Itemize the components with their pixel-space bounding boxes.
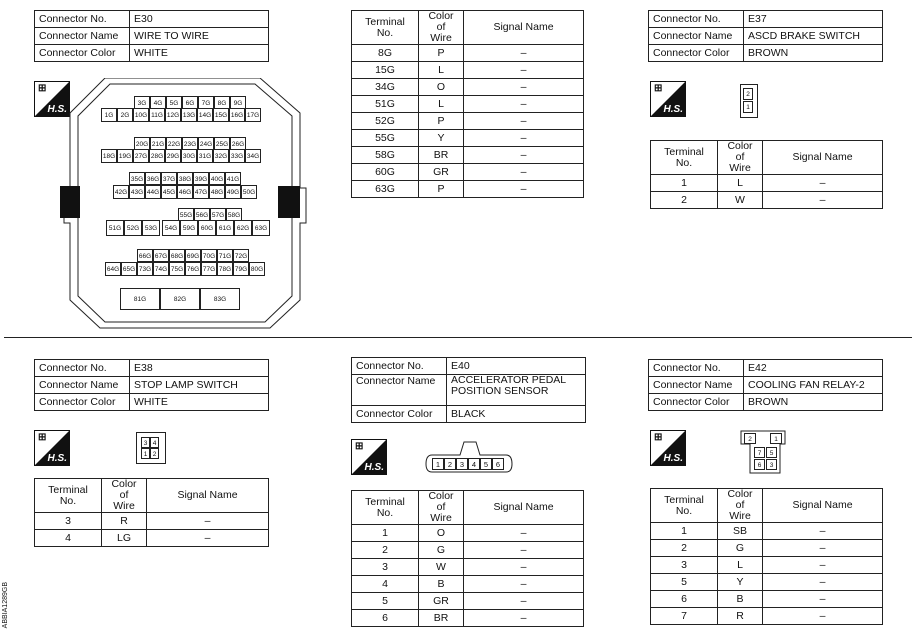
terminal-no: 63G (352, 181, 419, 198)
wire-color: BR (419, 147, 464, 164)
e30-pin: 28G (149, 149, 165, 163)
e42-pin: 1 (770, 433, 782, 444)
e30-pin: 10G (133, 108, 149, 122)
wire-color: Y (718, 574, 763, 591)
e30-pin: 53G (142, 220, 160, 236)
label-connector-name: Connector Name (649, 377, 744, 394)
e30-pin: 18G (101, 149, 117, 163)
signal-name: – (763, 591, 883, 608)
e30-pin: 34G (245, 149, 261, 163)
wire-color: GR (419, 164, 464, 181)
label-connector-no: Connector No. (649, 360, 744, 377)
signal-name: – (464, 559, 584, 576)
hs-label: H.S. (663, 453, 683, 464)
header-terminal-no: Terminal No. (651, 141, 718, 175)
table-row (352, 96, 584, 113)
table-row (35, 513, 269, 530)
header-color-of-wire (718, 141, 763, 175)
e30-pin: 62G (234, 220, 252, 236)
terminal-no: 52G (352, 113, 419, 130)
signal-name: – (464, 96, 584, 113)
table-row (352, 164, 584, 181)
header-color-line2: Wire (430, 32, 452, 44)
e30-pin: 3G (134, 96, 150, 110)
e38-pin: 3 (141, 437, 150, 448)
table-row (352, 559, 584, 576)
table-row (651, 591, 883, 608)
e30-pin: 77G (201, 262, 217, 276)
e30-connector-name: WIRE TO WIRE (130, 28, 269, 45)
latch-left (60, 186, 80, 218)
e30-pin: 56G (194, 208, 210, 221)
e37-terminal-table (650, 140, 883, 209)
e40-pin: 2 (444, 458, 456, 470)
e40-pin: 4 (468, 458, 480, 470)
e42-pin: 7 (754, 447, 765, 458)
wire-color: R (718, 608, 763, 625)
e30-pin: 9G (230, 96, 246, 110)
e38-connector-no: E38 (130, 360, 269, 377)
e40-connector-no: E40 (447, 358, 586, 375)
signal-name: – (763, 175, 883, 192)
e30-connector-color: WHITE (130, 45, 269, 62)
e30-pin: 33G (229, 149, 245, 163)
e30-connector-no: E30 (130, 11, 269, 28)
e30-pin: 80G (249, 262, 265, 276)
figure-code: ABBIA1289GB (2, 582, 9, 629)
table-row (352, 62, 584, 79)
e42-pin: 6 (754, 459, 765, 470)
wire-color: SB (718, 523, 763, 540)
signal-name: – (763, 523, 883, 540)
e30-pin: 42G (113, 185, 129, 199)
table-row (352, 525, 584, 542)
e30-pin: 48G (209, 185, 225, 199)
e30-pin: 50G (241, 185, 257, 199)
table-row (35, 530, 269, 547)
header-color-line2: Wire (430, 512, 452, 524)
e30-pin: 78G (217, 262, 233, 276)
signal-name: – (464, 542, 584, 559)
label-connector-no: Connector No. (35, 360, 130, 377)
e40-terminal-table (351, 490, 584, 627)
terminal-no: 58G (352, 147, 419, 164)
e30-pin: 57G (210, 208, 226, 221)
signal-name: – (464, 164, 584, 181)
signal-name: – (763, 192, 883, 209)
hs-label: H.S. (663, 104, 683, 115)
e30-pin: 29G (165, 149, 181, 163)
wire-color: G (718, 540, 763, 557)
header-signal-name: Signal Name (464, 491, 584, 525)
header-color-of-wire (419, 491, 464, 525)
e30-pin: 74G (153, 262, 169, 276)
header-signal-name: Signal Name (464, 11, 584, 45)
connector-glyph-icon: ⊞ (654, 83, 663, 94)
e30-pin: 1G (101, 108, 117, 122)
e40-connector-info (351, 357, 586, 423)
e30-pin: 39G (193, 172, 209, 185)
terminal-no: 2 (651, 192, 718, 209)
e30-pin: 17G (245, 108, 261, 122)
e42-connector-face (740, 430, 786, 474)
e30-pin: 45G (161, 185, 177, 199)
e30-pin: 37G (161, 172, 177, 185)
e30-pin: 73G (137, 262, 153, 276)
wire-color: R (102, 513, 147, 530)
signal-name: – (464, 610, 584, 627)
e30-pin: 52G (124, 220, 142, 236)
e30-pin: 67G (153, 249, 169, 262)
wire-color: Y (419, 130, 464, 147)
signal-name: – (464, 576, 584, 593)
e30-pin: 76G (185, 262, 201, 276)
e38-connector-face (136, 432, 166, 464)
e38-connector-name: STOP LAMP SWITCH (130, 377, 269, 394)
e38-terminal-table (34, 478, 269, 547)
signal-name: – (464, 62, 584, 79)
e30-pin: 44G (145, 185, 161, 199)
signal-name: – (763, 557, 883, 574)
e30-pin: 69G (185, 249, 201, 262)
e30-pin: 31G (197, 149, 213, 163)
e30-pin: 22G (166, 137, 182, 150)
e37-connector-info (648, 10, 883, 62)
table-row (352, 79, 584, 96)
header-terminal-no: Terminal No. (651, 489, 718, 523)
wire-color: L (419, 62, 464, 79)
terminal-no: 1 (651, 175, 718, 192)
table-row (352, 181, 584, 198)
table-row (352, 130, 584, 147)
signal-name: – (147, 530, 269, 547)
e30-pin: 64G (105, 262, 121, 276)
terminal-no: 8G (352, 45, 419, 62)
header-color-line2: Wire (729, 162, 751, 174)
e30-pin: 27G (133, 149, 149, 163)
e30-pin: 11G (149, 108, 165, 122)
terminal-no: 1 (651, 523, 718, 540)
terminal-no: 5 (352, 593, 419, 610)
label-connector-color: Connector Color (352, 406, 447, 423)
e30-pin: 14G (197, 108, 213, 122)
section-divider (4, 337, 912, 338)
wire-color: L (419, 96, 464, 113)
e30-pin: 83G (200, 288, 240, 310)
e30-pin: 25G (214, 137, 230, 150)
label-connector-name: Connector Name (649, 28, 744, 45)
e42-connector-info (648, 359, 883, 411)
terminal-no: 6 (651, 591, 718, 608)
signal-name: – (763, 608, 883, 625)
e40-connector-color: BLACK (447, 406, 586, 423)
e30-pin: 38G (177, 172, 193, 185)
e38-connector-color: WHITE (130, 394, 269, 411)
connector-glyph-icon: ⊞ (654, 432, 663, 443)
harness-side-icon (351, 439, 387, 475)
header-terminal-no: Terminal No. (35, 479, 102, 513)
table-row (352, 113, 584, 130)
connector-glyph-icon: ⊞ (38, 432, 47, 443)
label-connector-color: Connector Color (649, 394, 744, 411)
e37-connector-face (740, 84, 758, 118)
signal-name: – (464, 113, 584, 130)
signal-name: – (464, 525, 584, 542)
label-connector-color: Connector Color (649, 45, 744, 62)
e30-pin: 49G (225, 185, 241, 199)
e30-pin: 13G (181, 108, 197, 122)
label-connector-name: Connector Name (35, 28, 130, 45)
label-connector-name: Connector Name (35, 377, 130, 394)
header-color-line1: Color of (727, 140, 753, 163)
terminal-no: 51G (352, 96, 419, 113)
e30-pin: 71G (217, 249, 233, 262)
table-row (651, 523, 883, 540)
wire-color: P (419, 181, 464, 198)
e42-pin: 3 (766, 459, 777, 470)
e42-pin: 5 (766, 447, 777, 458)
signal-name: – (763, 574, 883, 591)
header-color-line2: Wire (113, 500, 135, 512)
terminal-no: 2 (352, 542, 419, 559)
e38-connector-info (34, 359, 269, 411)
e30-pin: 54G (162, 220, 180, 236)
e30-pin: 51G (106, 220, 124, 236)
e30-pin: 81G (120, 288, 160, 310)
e30-pin: 65G (121, 262, 137, 276)
e30-pin: 68G (169, 249, 185, 262)
header-color-of-wire (102, 479, 147, 513)
table-row (352, 147, 584, 164)
wire-color: GR (419, 593, 464, 610)
table-row (651, 192, 883, 209)
e30-pin: 70G (201, 249, 217, 262)
e30-pin: 59G (180, 220, 198, 236)
e38-pin: 1 (141, 448, 150, 459)
hs-label: H.S. (364, 462, 384, 473)
wire-color: W (419, 559, 464, 576)
header-color-line1: Color of (428, 10, 454, 33)
label-connector-no: Connector No. (352, 358, 447, 375)
label-connector-no: Connector No. (649, 11, 744, 28)
header-color-line1: Color of (111, 478, 137, 501)
e42-connector-color: BROWN (744, 394, 883, 411)
e42-connector-name: COOLING FAN RELAY-2 (744, 377, 883, 394)
e30-pin: 6G (182, 96, 198, 110)
table-row (651, 175, 883, 192)
header-signal-name: Signal Name (147, 479, 269, 513)
e30-pin: 47G (193, 185, 209, 199)
e42-connector-no: E42 (744, 360, 883, 377)
e40-pin: 1 (432, 458, 444, 470)
e30-pin: 55G (178, 208, 194, 221)
terminal-no: 3 (651, 557, 718, 574)
table-row (352, 576, 584, 593)
wire-color: L (718, 557, 763, 574)
e40-pin: 5 (480, 458, 492, 470)
table-row (352, 542, 584, 559)
connector-glyph-icon: ⊞ (355, 441, 364, 452)
signal-name: – (464, 593, 584, 610)
header-terminal-no: Terminal No. (352, 491, 419, 525)
signal-name: – (464, 79, 584, 96)
e40-connector-name: ACCELERATOR PEDAL POSITION SENSOR (447, 375, 586, 406)
e37-connector-name: ASCD BRAKE SWITCH (744, 28, 883, 45)
wire-color: B (419, 576, 464, 593)
e30-pin: 35G (129, 172, 145, 185)
e30-pin: 79G (233, 262, 249, 276)
e30-pin: 8G (214, 96, 230, 110)
table-row (651, 540, 883, 557)
terminal-no: 34G (352, 79, 419, 96)
e30-pin: 4G (150, 96, 166, 110)
wire-color: P (419, 113, 464, 130)
terminal-no: 3 (35, 513, 102, 530)
wire-color: W (718, 192, 763, 209)
signal-name: – (464, 181, 584, 198)
e30-pin: 24G (198, 137, 214, 150)
wire-color: B (718, 591, 763, 608)
e30-pin: 46G (177, 185, 193, 199)
terminal-no: 2 (651, 540, 718, 557)
label-connector-name: Connector Name (352, 375, 447, 406)
e30-pin: 16G (229, 108, 245, 122)
e30-pin: 23G (182, 137, 198, 150)
table-row (651, 557, 883, 574)
terminal-no: 6 (352, 610, 419, 627)
label-connector-color: Connector Color (35, 45, 130, 62)
terminal-no: 4 (352, 576, 419, 593)
e42-pin: 2 (744, 433, 756, 444)
header-color-line2: Wire (729, 510, 751, 522)
terminal-no: 3 (352, 559, 419, 576)
signal-name: – (763, 540, 883, 557)
header-color-line1: Color of (727, 488, 753, 511)
harness-side-icon (650, 81, 686, 117)
label-connector-color: Connector Color (35, 394, 130, 411)
e30-pin: 60G (198, 220, 216, 236)
e30-pin: 26G (230, 137, 246, 150)
e30-pin: 21G (150, 137, 166, 150)
terminal-no: 4 (35, 530, 102, 547)
e40-pin: 6 (492, 458, 504, 470)
e30-pin: 32G (213, 149, 229, 163)
signal-name: – (147, 513, 269, 530)
e30-pin: 63G (252, 220, 270, 236)
terminal-no: 7 (651, 608, 718, 625)
e30-pin: 41G (225, 172, 241, 185)
harness-side-icon (650, 430, 686, 466)
e30-pin: 75G (169, 262, 185, 276)
wire-color: L (718, 175, 763, 192)
table-row (352, 45, 584, 62)
e40-pin: 3 (456, 458, 468, 470)
header-color-of-wire (419, 11, 464, 45)
signal-name: – (464, 130, 584, 147)
e37-connector-no: E37 (744, 11, 883, 28)
e30-pin: 30G (181, 149, 197, 163)
e42-terminal-table (650, 488, 883, 625)
e37-pin: 2 (743, 88, 753, 100)
e40-connector-face (424, 440, 514, 474)
table-row (651, 608, 883, 625)
table-row (651, 574, 883, 591)
e37-connector-color: BROWN (744, 45, 883, 62)
latch-right (278, 186, 300, 218)
table-row (352, 610, 584, 627)
e30-pin: 36G (145, 172, 161, 185)
e30-pin: 12G (165, 108, 181, 122)
e30-pin: 43G (129, 185, 145, 199)
wire-color: P (419, 45, 464, 62)
e30-pin: 82G (160, 288, 200, 310)
label-connector-no: Connector No. (35, 11, 130, 28)
header-color-line1: Color of (428, 490, 454, 513)
terminal-no: 55G (352, 130, 419, 147)
e30-pin: 61G (216, 220, 234, 236)
wire-color: BR (419, 610, 464, 627)
signal-name: – (464, 147, 584, 164)
e38-pin: 2 (150, 448, 159, 459)
terminal-no: 60G (352, 164, 419, 181)
e30-pin: 2G (117, 108, 133, 122)
e30-pin: 19G (117, 149, 133, 163)
header-color-of-wire (718, 489, 763, 523)
hs-label: H.S. (47, 453, 67, 464)
wire-color: G (419, 542, 464, 559)
e30-pin: 40G (209, 172, 225, 185)
wire-color: LG (102, 530, 147, 547)
e30-pin: 20G (134, 137, 150, 150)
wire-color: O (419, 525, 464, 542)
terminal-no: 5 (651, 574, 718, 591)
header-terminal-no: Terminal No. (352, 11, 419, 45)
terminal-no: 15G (352, 62, 419, 79)
e37-pin: 1 (743, 101, 753, 113)
e30-pin: 7G (198, 96, 214, 110)
connector-glyph-icon: ⊞ (38, 83, 47, 94)
e30-pin: 58G (226, 208, 242, 221)
e30-pin: 72G (233, 249, 249, 262)
header-signal-name: Signal Name (763, 489, 883, 523)
hs-label: H.S. (47, 104, 67, 115)
e30-pin: 5G (166, 96, 182, 110)
terminal-no: 1 (352, 525, 419, 542)
wire-color: O (419, 79, 464, 96)
harness-side-icon (34, 430, 70, 466)
table-row (352, 593, 584, 610)
e30-connector-info (34, 10, 269, 62)
e30-pin: 66G (137, 249, 153, 262)
signal-name: – (464, 45, 584, 62)
header-signal-name: Signal Name (763, 141, 883, 175)
e30-pin: 15G (213, 108, 229, 122)
e30-terminal-table (351, 10, 584, 198)
e38-pin: 4 (150, 437, 159, 448)
